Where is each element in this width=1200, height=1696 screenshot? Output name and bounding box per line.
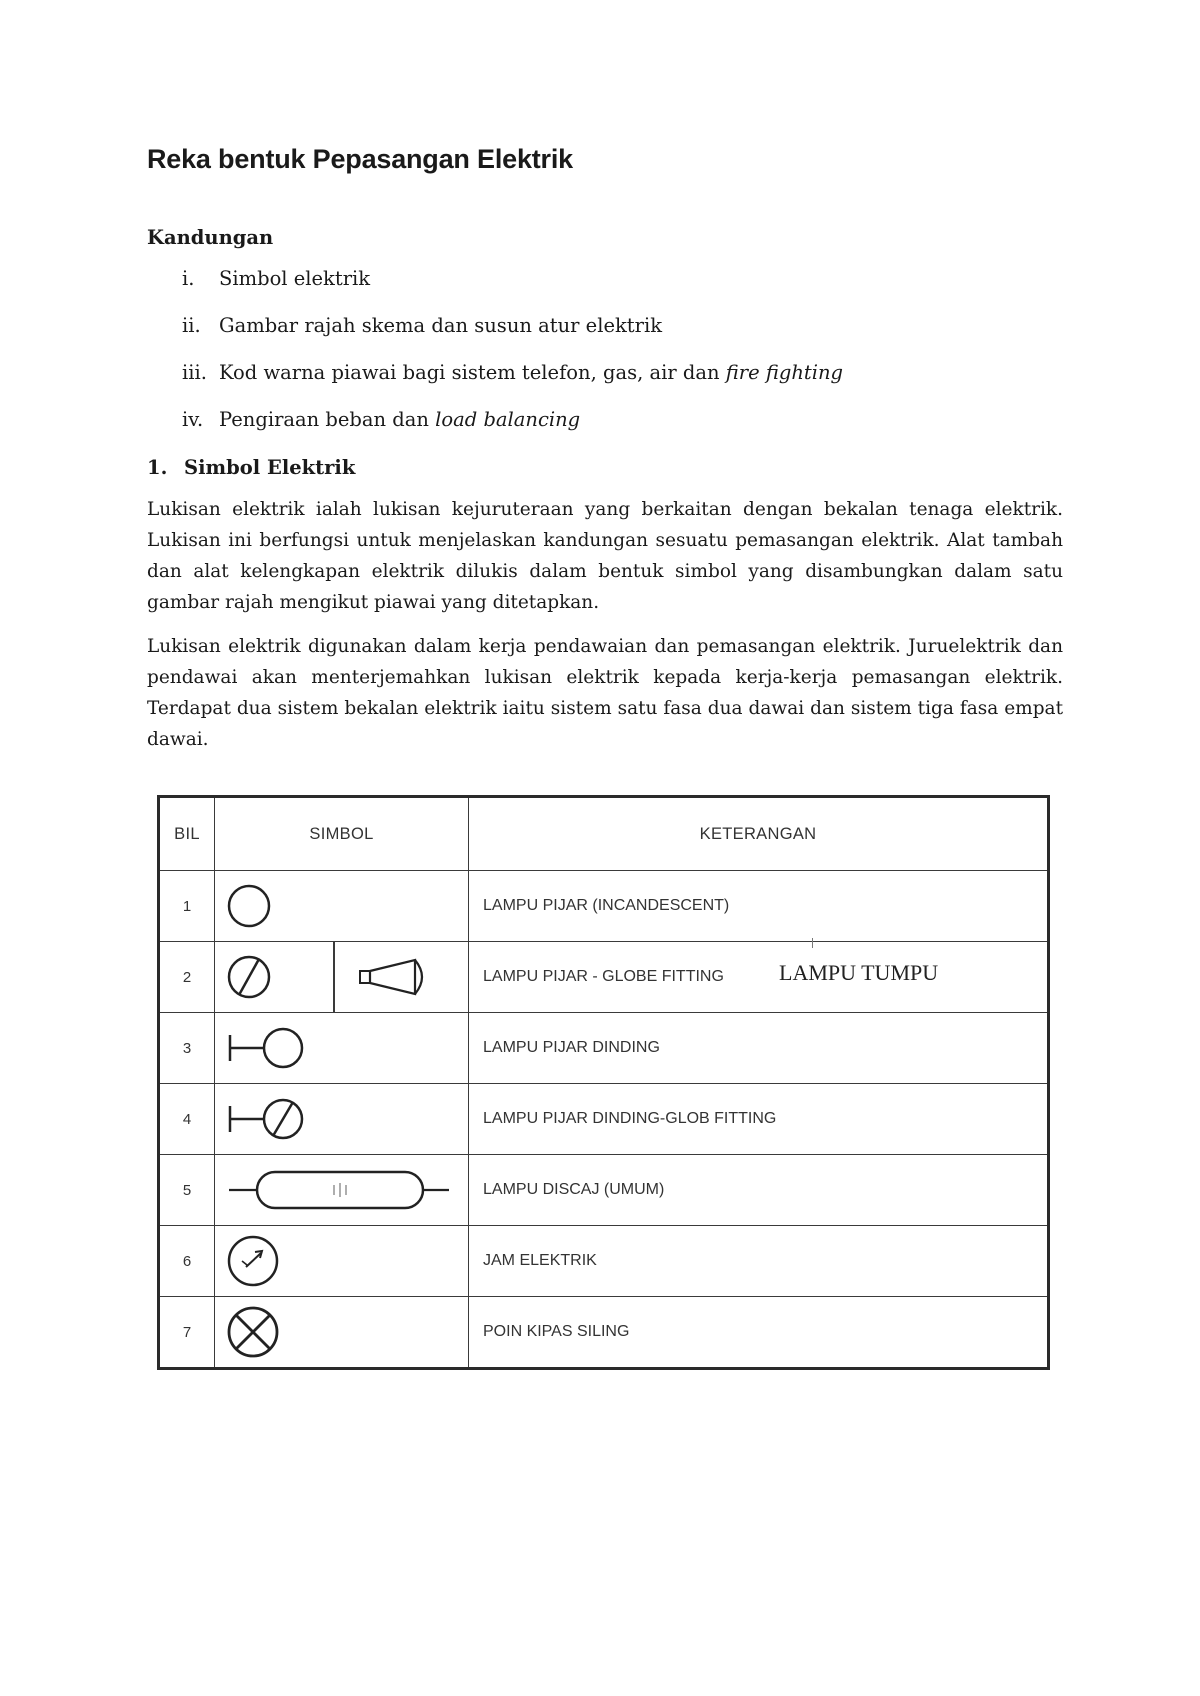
row-description: POIN KIPAS SILING — [469, 1297, 1049, 1369]
document-title: Reka bentuk Pepasangan Elektrik — [147, 144, 573, 174]
contents-item-text: Pengiraan beban dan load balancing — [219, 408, 581, 431]
row-number: 4 — [159, 1084, 215, 1155]
contents-item-text: Kod warna piawai bagi sistem telefon, gas, air dan fire fighting — [219, 361, 843, 384]
row-number: 3 — [159, 1013, 215, 1084]
row-number: 1 — [159, 871, 215, 942]
discharge-lamp-icon — [215, 1155, 468, 1225]
contents-item-number: ii. — [182, 314, 201, 337]
section-heading — [147, 456, 355, 479]
contents-heading: Kandungan — [147, 226, 274, 249]
row-description: LAMPU PIJAR DINDING-GLOB FITTING — [469, 1084, 1049, 1155]
table-row — [159, 1155, 1049, 1226]
globe-fitting-lamp-icon — [215, 942, 468, 1012]
row-description: LAMPU DISCAJ (UMUM) — [469, 1155, 1049, 1226]
table-row — [159, 1084, 1049, 1155]
row-number: 2 — [159, 942, 215, 1013]
row-number: 7 — [159, 1297, 215, 1369]
annotation-tick — [812, 938, 813, 948]
body-paragraph: Lukisan elektrik ialah lukisan kejuruteraan yang berkaitan dengan bekalan tenaga elektrik. Lukisan ini berfungsi untuk menjelaskan kandungan sesuatu pemasangan elektrik. Alat tambah dan alat kelengkapan elektrik dilukis dalam bentuk simbol yang disambungkan dalam satu gambar rajah mengikut piawai yang ditetapkan. — [147, 499, 1063, 613]
contents-item-number: i. — [182, 267, 195, 290]
wall-globe-lamp-icon — [215, 1084, 468, 1154]
body-paragraph: Lukisan elektrik digunakan dalam kerja pendawaian dan pemasangan elektrik. Juruelektrik dan pendawai akan menterjemahkan lukisan elektrik kepada kerja-kerja pemasangan elektrik. Terdapat dua sistem bekalan elektrik iaitu sistem satu fasa dua dawai dan sistem tiga fasa empat dawai. — [147, 636, 1063, 750]
contents-list — [147, 266, 1047, 454]
row-description: LAMPU PIJAR (INCANDESCENT) — [469, 871, 1049, 942]
contents-item-text: Gambar rajah skema dan susun atur elektrik — [219, 314, 663, 337]
table-row — [159, 1013, 1049, 1084]
table-header-row — [159, 797, 1049, 871]
incandescent-lamp-icon — [215, 871, 468, 941]
row-description: JAM ELEKTRIK — [469, 1226, 1049, 1297]
handwritten-annotation: LAMPU TUMPU — [779, 960, 939, 985]
table-row — [159, 1226, 1049, 1297]
symbol-table — [157, 795, 1050, 1370]
header-simbol: SIMBOL — [215, 797, 469, 871]
row-number: 6 — [159, 1226, 215, 1297]
contents-item-number: iv. — [182, 408, 204, 431]
header-bil: BIL — [159, 797, 215, 871]
row-number: 5 — [159, 1155, 215, 1226]
header-keterangan: KETERANGAN — [469, 797, 1049, 871]
contents-item-number: iii. — [182, 361, 207, 384]
electric-clock-icon — [215, 1226, 468, 1296]
contents-item — [147, 360, 1047, 407]
contents-item — [147, 266, 1047, 313]
table-row — [159, 871, 1049, 942]
row-description: LAMPU PIJAR - GLOBE FITTING — [483, 968, 724, 985]
row-description: LAMPU PIJAR DINDING — [469, 1013, 1049, 1084]
section-number: 1. — [147, 456, 168, 479]
section-title: Simbol Elektrik — [184, 456, 356, 479]
contents-item — [147, 313, 1047, 360]
contents-item — [147, 407, 1047, 454]
table-row — [159, 1297, 1049, 1369]
wall-lamp-icon — [215, 1013, 468, 1083]
table-row — [159, 942, 1049, 1013]
ceiling-fan-point-icon — [215, 1297, 468, 1367]
contents-item-text: Simbol elektrik — [219, 267, 371, 290]
